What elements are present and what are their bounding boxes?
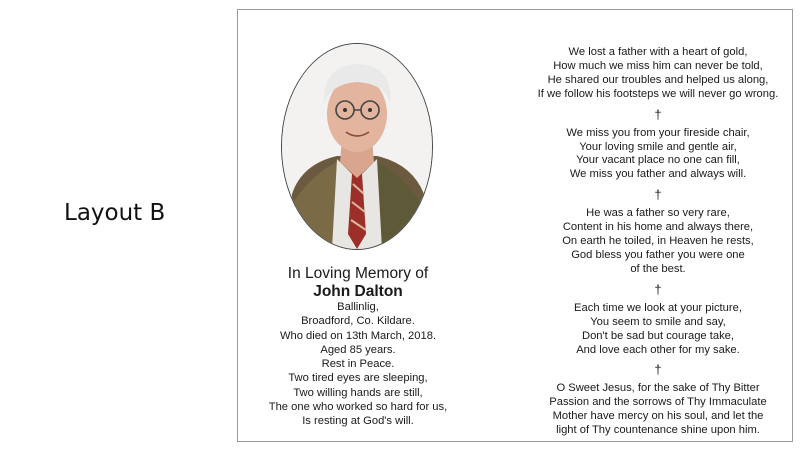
verse [523, 207, 793, 277]
verse-line: And love each other for my sake. [576, 343, 740, 356]
verse [523, 127, 793, 183]
verse-line: O Sweet Jesus, for the sake of Thy Bitter [556, 382, 760, 395]
memorial-card [237, 9, 793, 442]
layout-label: Layout B [64, 200, 166, 226]
verse [523, 302, 793, 358]
deceased-name: John Dalton [313, 283, 403, 300]
cross-icon: † [654, 362, 662, 378]
verse-line: If we follow his footsteps we will never go wrong. [537, 87, 779, 100]
detail-line: Two tired eyes are sleeping, [288, 372, 428, 385]
detail-line: Who died on 13th March, 2018. [279, 329, 437, 342]
detail-line: Two willing hands are still, [293, 386, 423, 399]
cross-icon: † [654, 106, 662, 122]
verses-column [523, 46, 793, 438]
verse-line: On earth he toiled, in Heaven he rests, [562, 235, 754, 248]
verse-line: He shared our troubles and helped us along, [547, 73, 769, 86]
detail-line: The one who worked so hard for us, [268, 401, 448, 414]
detail-line: Broadford, Co. Kildare. [301, 315, 415, 328]
verse-line: Don't be sad but courage take, [581, 329, 735, 342]
verse-line: God bless you father you were one [571, 248, 745, 261]
memory-title: In Loving Memory of [287, 265, 429, 282]
cross-icon: † [654, 187, 662, 203]
deceased-details [238, 265, 478, 429]
verse-line: Each time we look at your picture, [574, 301, 742, 314]
detail-line: Aged 85 years. [320, 343, 396, 356]
verse-line: Passion and the sorrows of Thy Immaculate [549, 396, 767, 409]
verse-line: We lost a father with a heart of gold, [568, 46, 748, 58]
verse [523, 46, 793, 102]
verse-line: Content in his home and always there, [562, 221, 754, 234]
verse-line: How much we miss him can never be told, [553, 59, 763, 72]
portrait-photo [281, 43, 433, 250]
verse-line: He was a father so very rare, [586, 207, 730, 220]
verse [523, 382, 793, 438]
cross-icon: † [654, 281, 662, 297]
verse-line: of the best. [630, 262, 686, 275]
verse-line: We miss you father and always will. [569, 168, 747, 181]
detail-line: Is resting at God's will. [302, 415, 414, 428]
verse-line: We miss you from your fireside chair, [566, 126, 750, 139]
verse-line: You seem to smile and say, [590, 315, 726, 328]
detail-line: Ballinlig, [337, 301, 379, 313]
verse-line: Your vacant place no one can fill, [576, 154, 740, 167]
verse-line: Your loving smile and gentle air, [579, 140, 737, 153]
verse-line: light of Thy countenance shine upon him. [556, 424, 760, 437]
detail-line: Rest in Peace. [321, 358, 395, 371]
verse-line: Mother have mercy on his soul, and let the [552, 410, 764, 423]
